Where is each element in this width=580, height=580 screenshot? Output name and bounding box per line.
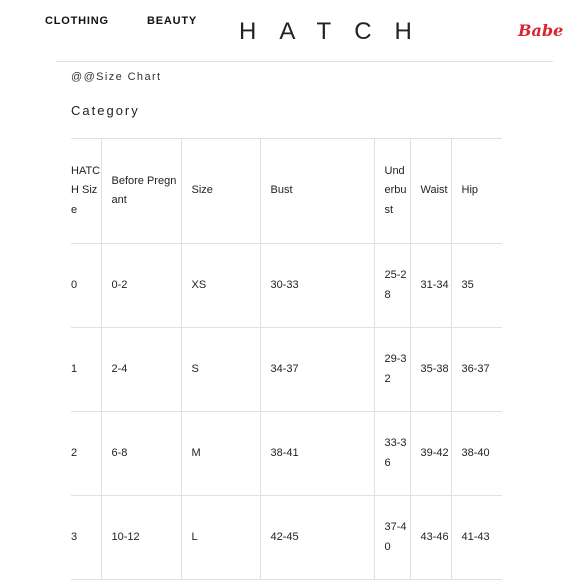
table-cell: 38-40 bbox=[451, 412, 502, 496]
column-header-size: Size bbox=[181, 139, 260, 244]
column-header-waist: Waist bbox=[410, 139, 451, 244]
table-cell: 35 bbox=[451, 244, 502, 328]
table-cell: 30-33 bbox=[260, 244, 374, 328]
table-row bbox=[71, 244, 502, 328]
table-cell: L bbox=[181, 496, 260, 580]
header-divider bbox=[56, 61, 553, 62]
column-header-hatch-size: HATCH Size bbox=[71, 139, 101, 244]
nav-beauty[interactable]: BEAUTY bbox=[147, 15, 198, 27]
nav-clothing[interactable]: CLOTHING bbox=[45, 15, 109, 27]
table-cell: 37-40 bbox=[374, 496, 410, 580]
table-cell: 6-8 bbox=[101, 412, 181, 496]
table-cell: 3 bbox=[71, 496, 101, 580]
table-header-row bbox=[71, 139, 502, 244]
table-cell: 2-4 bbox=[101, 328, 181, 412]
table-cell: 1 bbox=[71, 328, 101, 412]
page-subtitle: @@Size Chart bbox=[71, 71, 162, 83]
table-cell: 43-46 bbox=[410, 496, 451, 580]
table-cell: 41-43 bbox=[451, 496, 502, 580]
column-header-before-pregnant: Before Pregnant bbox=[101, 139, 181, 244]
category-heading: Category bbox=[71, 103, 140, 118]
table-row bbox=[71, 328, 502, 412]
table-cell: 29-32 bbox=[374, 328, 410, 412]
table-row bbox=[71, 496, 502, 580]
hatch-logo[interactable]: HATCH bbox=[239, 18, 435, 45]
table-cell: 0-2 bbox=[101, 244, 181, 328]
table-cell: 42-45 bbox=[260, 496, 374, 580]
column-header-underbust: Underbust bbox=[374, 139, 410, 244]
table-cell: 38-41 bbox=[260, 412, 374, 496]
size-chart-table bbox=[71, 138, 502, 580]
table-cell: M bbox=[181, 412, 260, 496]
table-cell: 34-37 bbox=[260, 328, 374, 412]
table-cell: 10-12 bbox=[101, 496, 181, 580]
site-header bbox=[0, 0, 580, 61]
column-header-hip: Hip bbox=[451, 139, 502, 244]
table-cell: 0 bbox=[71, 244, 101, 328]
table-row bbox=[71, 412, 502, 496]
babe-logo[interactable]: Babe bbox=[518, 21, 564, 40]
table-cell: 2 bbox=[71, 412, 101, 496]
table-cell: 31-34 bbox=[410, 244, 451, 328]
table-cell: 33-36 bbox=[374, 412, 410, 496]
table-cell: S bbox=[181, 328, 260, 412]
column-header-bust: Bust bbox=[260, 139, 374, 244]
table-cell: 39-42 bbox=[410, 412, 451, 496]
table-cell: 25-28 bbox=[374, 244, 410, 328]
table-cell: 36-37 bbox=[451, 328, 502, 412]
table-cell: 35-38 bbox=[410, 328, 451, 412]
table-cell: XS bbox=[181, 244, 260, 328]
